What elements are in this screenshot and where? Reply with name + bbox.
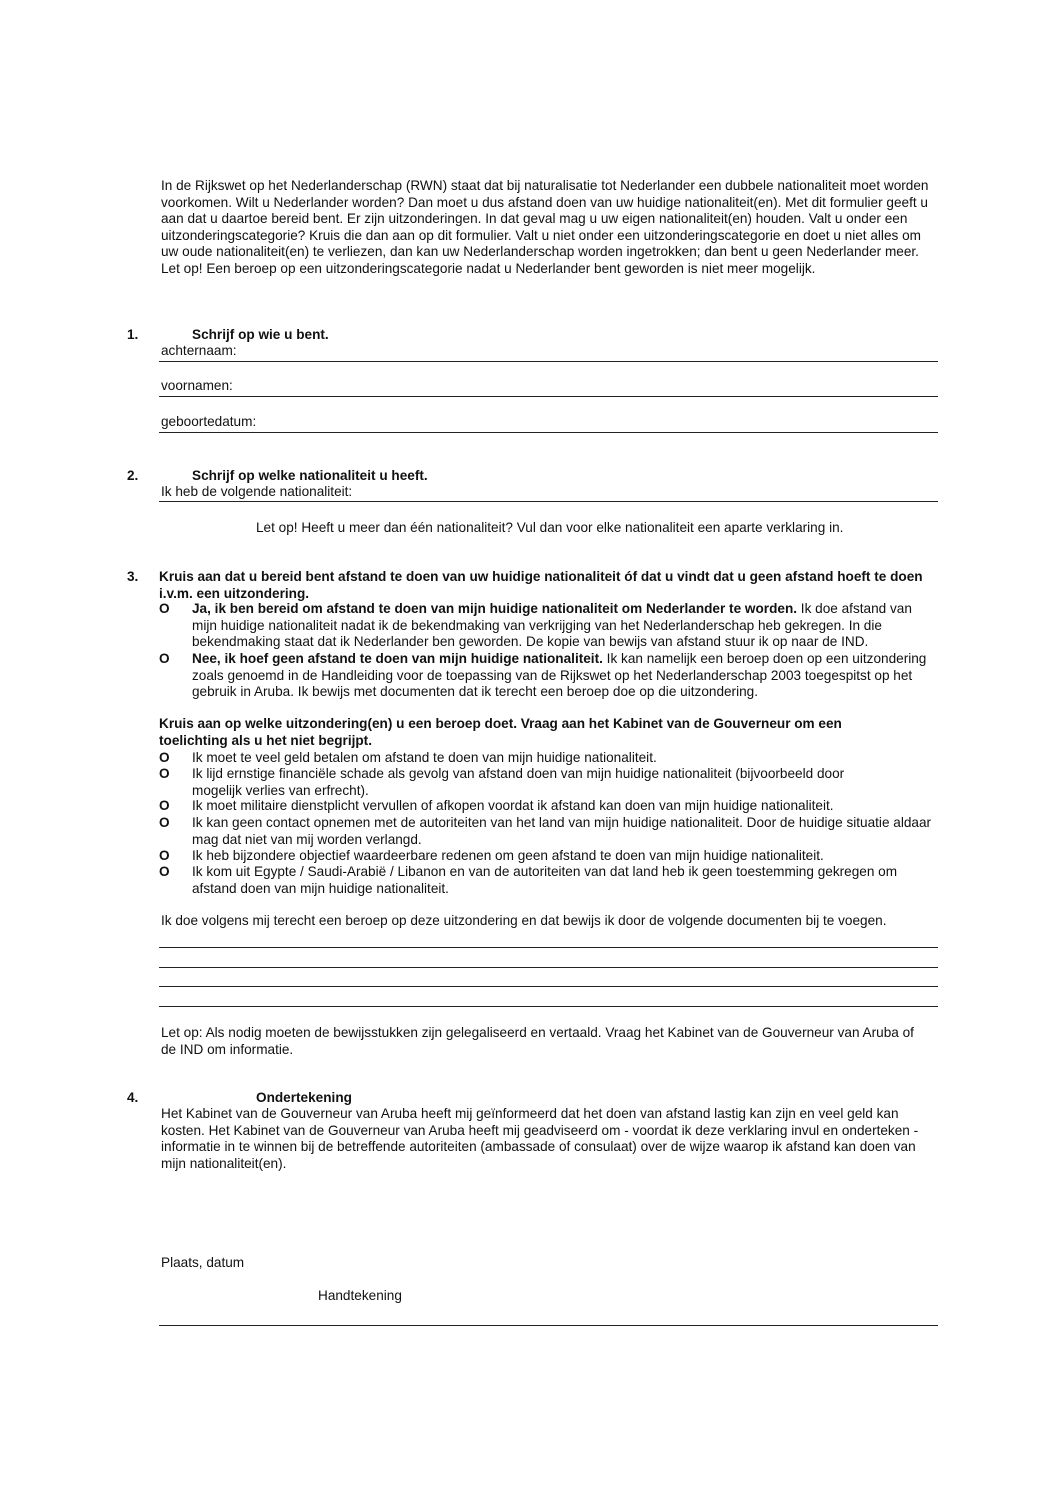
nationaliteit-line: [159, 501, 938, 502]
exceptions-title: Kruis aan op welke uitzondering(en) u een beroep doet. Vraag aan het Kabinet van de Gouverneur om een toelichting als u het niet begrijpt.: [159, 716, 842, 748]
legalization-note: Let op: Als nodig moeten de bewijsstukken zijn gelegaliseerd en vertaald. Vraag het Kabinet van de Gouverneur van Aruba of de IND om informatie.: [161, 1025, 914, 1057]
voornamen-label: voornamen:: [161, 378, 233, 393]
documents-line-2-field[interactable]: [161, 951, 931, 967]
documents-line-2: [159, 967, 938, 968]
documents-line-4-field[interactable]: [161, 990, 931, 1006]
signature-label: Handtekening: [318, 1288, 402, 1303]
exception-1-checkbox[interactable]: O: [159, 750, 170, 765]
signing-statement: Het Kabinet van de Gouverneur van Aruba heeft mij geïnformeerd dat het doen van afstand lastig kan zijn en veel geld kan kosten. Het Kabinet van de Gouverneur van Aruba heeft mij geadviseerd om - voordat ik deze verklaring invul en onderteken - informatie in te winnen bij de betreffende autoriteiten (ambassade of consulaat) over de wijze waarop ik afstand kan doen van mijn nationaliteit(en).: [161, 1106, 919, 1171]
geboortedatum-label: geboortedatum:: [161, 414, 257, 429]
intro-paragraph: In de Rijkswet op het Nederlanderschap (RWN) staat dat bij naturalisatie tot Nederlander een dubbele nationaliteit moet worden voorkomen. Wilt u Nederlander worden? Dan moet u dus afstand doen van uw huidige nationaliteit(en). Met dit formulier geeft u aan dat u daartoe bereid bent. Er zijn uitzonderingen. In dat geval mag u uw eigen nationaliteit(en) houden. Valt u onder een uitzonderingscategorie? Kruis die dan aan op dit formulier. Valt u niet onder een uitzonderingscategorie en doet u niet alles om uw oude nationaliteit(en) te verliezen, dan kan uw Nederlanderschap worden ingetrokken; dan bent u geen Nederlander meer. Let op! Een beroep op een uitzonderingscategorie nadat u Nederlander bent geworden is niet meer mogelijk.: [161, 178, 929, 276]
geboortedatum-field[interactable]: [266, 414, 932, 430]
signature-line: [159, 1325, 938, 1326]
place-date-field[interactable]: [260, 1255, 760, 1271]
exception-3-text: Ik moet militaire dienstplicht vervullen of afkopen voordat ik afstand kan doen van mijn huidige nationaliteit.: [192, 798, 834, 813]
voornamen-field[interactable]: [242, 378, 932, 394]
achternaam-field[interactable]: [262, 343, 932, 359]
exception-5-checkbox[interactable]: O: [159, 848, 170, 863]
documents-line-4: [159, 1006, 938, 1007]
option-ja-body: Ik doe afstand van mijn huidige nationaliteit nadat ik de bekendmaking van verkrijging van het Nederlanderschap heb gekregen. In die bekendmaking staat dat ik Nederlander ben geworden. De kopie van bewijs van afstand stuur ik op naar de IND.: [192, 601, 912, 650]
exception-6-checkbox[interactable]: O: [159, 864, 170, 879]
exception-4-checkbox[interactable]: O: [159, 815, 170, 830]
exception-6-text: Ik kom uit Egypte / Saudi-Arabië / Libanon en van de autoriteiten van dat land heb ik geen toestemming gekregen om afstand doen van mijn huidige nationaliteit.: [192, 864, 898, 896]
nationaliteit-label: Ik heb de volgende nationaliteit:: [161, 484, 353, 499]
option-nee-body: Ik kan namelijk een beroep doen op een uitzondering zoals genoemd in de Handleiding voor de toepassing van de Rijkswet op het Nederlanderschap 2003 toegespitst op het gebruik in Aruba. Ik bewijs met documenten dat ik terecht een beroep doe op die uitzondering.: [192, 651, 927, 700]
exception-3-checkbox[interactable]: O: [159, 798, 170, 813]
section-2-title: Schrijf op welke nationaliteit u heeft.: [192, 468, 428, 483]
option-ja-text: [192, 601, 937, 651]
geboortedatum-line: [159, 432, 938, 433]
achternaam-line: [159, 361, 938, 362]
exception-1-text: Ik moet te veel geld betalen om afstand te doen van mijn huidige nationaliteit.: [192, 750, 657, 765]
place-date-label: Plaats, datum: [161, 1255, 245, 1270]
exception-2-text: Ik lijd ernstige financiële schade als gevolg van afstand doen van mijn huidige nationaliteit (bijvoorbeeld door mogelijk verlies van erfrecht).: [192, 766, 845, 798]
section-1-title: Schrijf op wie u bent.: [192, 327, 329, 342]
option-nee-text: [192, 651, 937, 701]
section-4-title: Ondertekening: [256, 1090, 352, 1105]
option-ja-checkbox[interactable]: O: [159, 601, 170, 616]
exception-5-text: Ik heb bijzondere objectief waardeerbare redenen om geen afstand te doen van mijn huidige nationaliteit.: [192, 848, 824, 863]
documents-line-1: [159, 947, 938, 948]
section-2-number: 2.: [127, 468, 139, 483]
section-3-title: Kruis aan dat u bereid bent afstand te doen van uw huidige nationaliteit óf dat u vindt dat u geen afstand hoeft te doen i.v.m. een uitzondering.: [159, 569, 923, 601]
documents-line-3: [159, 986, 938, 987]
documents-line-3-field[interactable]: [161, 970, 931, 986]
option-ja-heading: Ja, ik ben bereid om afstand te doen van mijn huidige nationaliteit om Nederlander te worden.: [192, 601, 798, 616]
option-nee-heading: Nee, ik hoef geen afstand te doen van mijn huidige nationaliteit.: [192, 651, 603, 666]
documents-line-1-field[interactable]: [161, 931, 931, 947]
voornamen-line: [159, 396, 938, 397]
achternaam-label: achternaam:: [161, 343, 237, 358]
exception-2-checkbox[interactable]: O: [159, 766, 170, 781]
section-1-number: 1.: [127, 327, 139, 342]
section-3-number: 3.: [127, 569, 139, 584]
nationaliteit-field[interactable]: [368, 484, 932, 500]
section-4-number: 4.: [127, 1090, 139, 1105]
multiple-nationality-note: Let op! Heeft u meer dan één nationaliteit? Vul dan voor elke nationaliteit een aparte verklaring in.: [256, 520, 844, 535]
signature-area[interactable]: [420, 1282, 930, 1322]
exception-4-text: Ik kan geen contact opnemen met de autoriteiten van het land van mijn huidige nationaliteit. Door de huidige situatie aldaar mag dat niet van mij worden verlangd.: [192, 815, 932, 847]
option-nee-checkbox[interactable]: O: [159, 651, 170, 666]
documents-statement: Ik doe volgens mij terecht een beroep op deze uitzondering en dat bewijs ik door de volgende documenten bij te voegen.: [161, 913, 887, 928]
